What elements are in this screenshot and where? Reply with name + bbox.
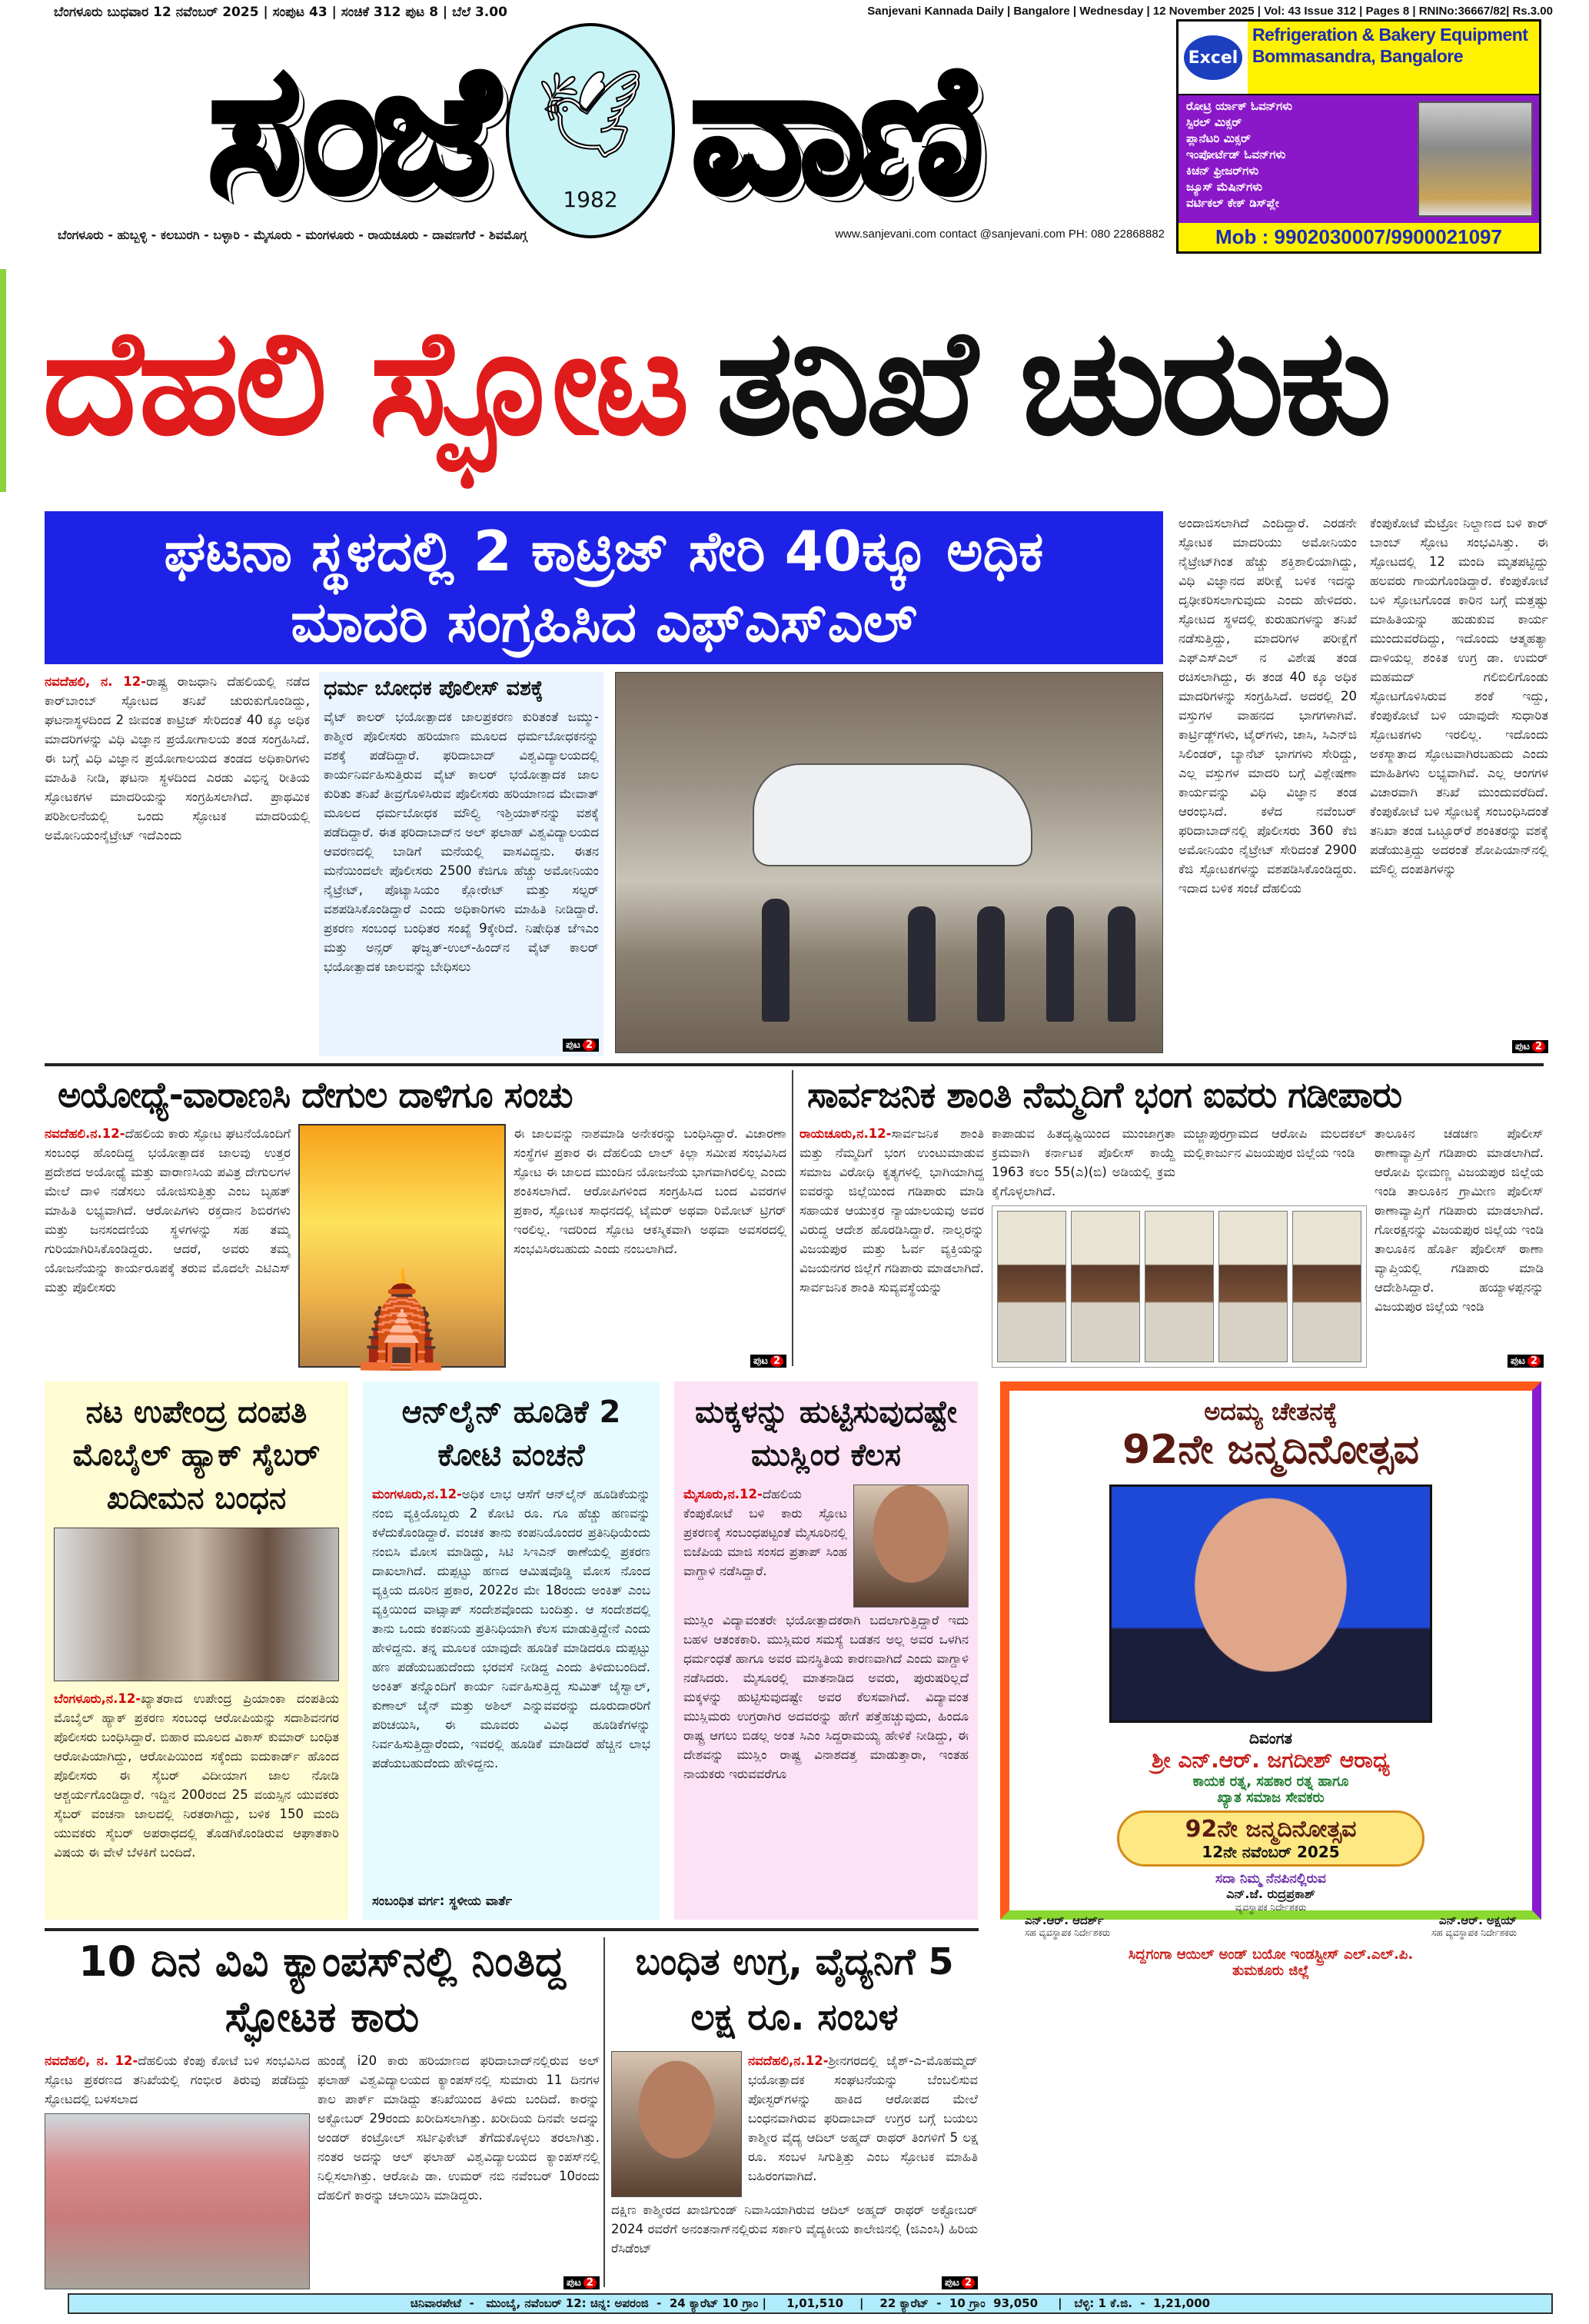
- upendra-photo: [54, 1528, 339, 1681]
- salary-story[interactable]: [611, 1934, 978, 2289]
- peace-body-1: ರಾಯಚೂರು,ನ.12-ಸಾರ್ವಜನಿಕ ಶಾಂತಿ ಮತ್ತು ನೆಮ್ಮದಿಗೆ ಭಂಗ ಉಂಟುಮಾಡುವ ಸಮಾಜ ವಿರೋಧಿ ಕೃತ್ಯಗಳಲ್ಲಿ ಭಾಗಿಯಾಗಿದ್ದ ಐವರನ್ನು ಜಿಲ್ಲೆಯಿಂದ ಗಡಿಪಾರು ಮಾಡಿ ಸಹಾಯಕ ಆಯುಕ್ತರ ನ್ಯಾಯಾಲಯವು ಅವರ ವಿರುದ್ಧ ಆದೇಶ ಹೊರಡಿಸಿದ್ದಾರೆ. ನಾಲ್ವರನ್ನು ವಿಜಯಪುರ ಮತ್ತು ಓರ್ವ ವ್ಯಕ್ತಿಯನ್ನು ವಿಜಯನಗರ ಜಿಲ್ಲೆಗೆ ಗಡಿಪಾರು ಮಾಡಲಾಗಿದೆ. ಸಾರ್ವಜನಿಕ ಶಾಂತಿ ಸುವ್ಯವಸ್ಥೆಯನ್ನು: [799, 1126, 984, 1295]
- peace-body-3: ಮಜ್ಜಾಪುರಗ್ರಾಮದ ಆರೋಪಿ ಮಲದಕಲ್ ಮಲ್ಲಿಕಾರ್ಜುನ ವಿಜಯಪುರ ಜಿಲ್ಲೆಯ ಇಂಡಿ: [1183, 1126, 1367, 1160]
- ayodhya-story[interactable]: [45, 1072, 786, 1373]
- peace-body-4: ತಾಲೂಕಿನ ಚಡಚಣ ಪೊಲೀಸ್ ಠಾಣಾವ್ಯಾಪ್ತಿಗೆ ಗಡಿಪಾರು ಮಾಡಲಾಗಿದೆ. ಆರೋಪಿ ಭೀಮಣ್ಣ ವಿಜಯಪುರ ಜಿಲ್ಲೆಯ ಇಂಡಿ ತಾಲೂಕಿನ ಗ್ರಾಮೀಣ ಪೊಲೀಸ್ ಠಾಣಾವ್ಯಾಪ್ತಿಗೆ ಗಡಿಪಾರು ಮಾಡಲಾಗಿದೆ. ಗೋರಕ್ಷನನ್ನು ವಿಜಯಪುರ ಜಿಲ್ಲೆಯ ಇಂಡಿ ತಾಲೂಕಿನ ಹೊರ್ತಿ ಪೊಲೀಸ್ ಠಾಣಾ ವ್ಯಾಪ್ತಿಯಲ್ಲಿ ಗಡಿಪಾರು ಮಾಡಿ ಆದೇಶಿಸಿದ್ದಾರೆ. ಹಯ್ಯಾಳಪ್ಪನನ್ನು ವಿಜಯಪುರ ಜಿಲ್ಲೆಯ ಇಂಡಿ: [1375, 1126, 1544, 1314]
- dove-icon: 🕊: [537, 65, 644, 163]
- sidebar-headline: ಧರ್ಮ ಬೋಧಕ ಪೊಲೀಸ್ ವಶಕ್ಕೆ: [324, 677, 544, 700]
- car-story[interactable]: [45, 1934, 600, 2289]
- peace-body-2: ಕಾಪಾಡುವ ಹಿತದೃಷ್ಟಿಯಿಂದ ಮುಂಜಾಗ್ರತಾ ಕ್ರಮವಾಗಿ ಕರ್ನಾಟಕ ಪೊಲೀಸ್ ಕಾಯ್ದೆ 1963 ಕಲಂ 55(ಎ)(ಬಿ) ಅಡಿಯಲ್ಲಿ ಕ್ರಮ ಕೈಗೊಳ್ಳಲಾಗಿದೆ.: [992, 1126, 1175, 1199]
- emblem-year: 1982: [563, 187, 618, 212]
- divider: [792, 1070, 793, 1366]
- lead-body-left: ನವದೆಹಲಿ, ನ. 12-ರಾಷ್ಟ್ರ ರಾಜಧಾನಿ ದೆಹಲಿಯಲ್ಲಿ ನಡೆದ ಕಾರ್‌ಬಾಂಬ್ ಸ್ಫೋಟದ ತನಿಖೆ ಚುರುಕುಗೊಂಡಿದ್ದು, ಘಟನಾಸ್ಥಳದಿಂದ 2 ಜೀವಂತ ಕಾಟ್ರಿಜ್ ಸೇರಿದಂತೆ 40 ಕ್ಕೂ ಅಧಿಕ ಮಾದರಿಗಳನ್ನು ವಿಧಿ ವಿಜ್ಞಾನ ಪ್ರಯೋಗಾಲಯ ತಂಡ ಸಂಗ್ರಹಿಸಿದೆ. ಈ ಬಗ್ಗೆ ವಿಧಿ ವಿಜ್ಞಾನ ಪ್ರಯೋಗಾಲಯದ ತಂಡದ ಅಧಿಕಾರಿಗಳು ಮಾಹಿತಿ ನೀಡಿ, ಘಟನಾ ಸ್ಥಳದಿಂದ ಎರಡು ವಿಭಿನ್ನ ರೀತಿಯ ಸ್ಫೋಟಕಗಳ ಮಾದರಿಯನ್ನು ಸಂಗ್ರಹಿಸಲಾಗಿದೆ. ಪ್ರಾಥಮಿಕ ಪರಿಶೀಲನೆಯಲ್ಲಿ ಒಂದು ಸ್ಫೋಟಕ ಮಾದರಿಯಲ್ಲಿ ಅಮೋನಿಯಂನೈಟ್ರೇಟ್ ಇದೆಎಂದು: [45, 674, 310, 843]
- lead-deck: ಘಟನಾ ಸ್ಥಳದಲ್ಲಿ 2 ಕಾಟ್ರಿಜ್ ಸೇರಿ 40ಕ್ಕೂ ಅಧಿಕ ಮಾದರಿ ಸಂಗ್ರಹಿಸಿದ ಎಫ್‌ಎಸ್‌ಎಲ್: [45, 511, 1163, 664]
- anniversary-badge: 92ನೇ ಜನ್ಮದಿನೋತ್ಸವ 12ನೇ ನವೆಂಬರ್ 2025: [1117, 1810, 1424, 1867]
- masthead-footer: [58, 228, 1165, 243]
- ad-product-list: ರೋಟ್ರಿ ರ್ಯಾಕ್ ಓವನ್‌ಗಳು ಸ್ಪಿರಲ್ ಮಿಕ್ಸರ್ ಪ್ಲಾನೆಟರಿ ಮಿಕ್ಸರ್ ಇಂಪೋರ್ಟೆಡ್ ಓವನ್‌ಗಳು ಕಿಚನ್ ಫ್ರೀಜರ್‌ಗಳು ಜ್ಯೂಸ್ ಮೆಷಿನ್‌ಗಳು ವರ್ಟಿಕಲ್ ಕೇಕ್ ಡಿಸ್‌ಪ್ಲೇ: [1186, 99, 1293, 210]
- online-fraud-headline: ಆನ್‌ಲೈನ್ ಹೂಡಿಕೆ 2 ಕೋಟಿ ವಂಚನೆ: [401, 1395, 621, 1473]
- lead-body-right-1: ಅಂದಾಜಿಸಲಾಗಿದೆ ಎಂದಿದ್ದಾರೆ. ಎರಡನೇ ಸ್ಫೋಟಕ ಮಾದರಿಯು ಅಮೋನಿಯಂ ನೈಟ್ರೇಟ್‌ಗಿಂತ ಹೆಚ್ಚು ಶಕ್ತಿಶಾಲಿಯಾಗಿದ್ದು, ವಿಧಿ ವಿಜ್ಞಾನದ ಪರೀಕ್ಷೆ ಬಳಿಕ ಇದನ್ನು ದೃಢೀಕರಿಸಲಾಗುವುದು ಎಂದು ಹೇಳಿದರು. ಸ್ಫೋಟದ ಸ್ಥಳದಲ್ಲಿ ಕುರುಹುಗಳನ್ನು ತನಿಖೆ ನಡೆಸುತ್ತಿದ್ದು, ಮಾದರಿಗಳ ಪರೀಕ್ಷೆಗೆ ಎಫ್‌ಎಸ್‌ಎಲ್ ನ ವಿಶೇಷ ತಂಡ ರಚಿಸಲಾಗಿದ್ದು, ಈ ತಂಡ 40 ಕ್ಕೂ ಅಧಿಕ ಮಾದರಿಗಳನ್ನು ಸಂಗ್ರಹಿಸಿದೆ. ಅದರಲ್ಲಿ 20 ವಸ್ತುಗಳ ವಾಹನದ ಭಾಗಗಳಾಗಿವೆ. ಕಾರ್ಟ್ರಿಡ್ಜ್‌ಗಳು, ಟೈರ್‌ಗಳು, ಚಾಸಿ, ಸಿಎನ್‌ಜಿ ಸಿಲಿಂಡರ್, ಬ್ಯಾನೆಟ್ ಭಾಗಗಳು ಸೇರಿದ್ದು, ಎಲ್ಲ ವಸ್ತುಗಳ ಮಾದರಿ ಬಗ್ಗೆ ವಿಶ್ಲೇಷಣಾ ಕಾರ್ಯವನ್ನು ವಿಧಿ ವಿಜ್ಞಾನ ತಂಡ ಆರಂಭಿಸಿದೆ. ಕಳೆದ ನವೆಂಬರ್ ಫರಿದಾಬಾದ್‌ನಲ್ಲಿ ಪೊಲೀಸರು 360 ಕೆಜಿ ಅಮೋನಿಯಂ ನೈಟ್ರೇಟ್ ಸೇರಿದಂತೆ 2900 ಕೆಜಿ ಸ್ಫೋಟಕಗಳನ್ನು ವಶಪಡಿಸಿಕೊಂಡಿದ್ದರು. ಇದಾದ ಬಳಿಕ ಸಂಜೆ ದೆಹಲಿಯ: [1178, 516, 1357, 896]
- ayodhya-headline[interactable]: ಅಯೋಧ್ಯೆ-ವಾರಾಣಸಿ ದೇಗುಲ ದಾಳಿಗೂ ಸಂಚು: [58, 1074, 573, 1115]
- edition-cities: ಬೆಂಗಳೂರು - ಹುಬ್ಬಳ್ಳಿ - ಕಲಬುರಗಿ - ಬಳ್ಳಾರಿ - ಮೈಸೂರು - ಮಂಗಳೂರು - ರಾಯಚೂರು - ದಾವಣಗೆರೆ - ಶಿವಮೊಗ್ಗ: [58, 228, 527, 242]
- ad-title: Refrigeration & Bakery Equipment Bommasandra, Bangalore: [1248, 22, 1539, 94]
- continued-marker[interactable]: ಪುಟ 2: [1375, 1351, 1544, 1368]
- sidebar-body: ವೈಟ್ ಕಾಲರ್ ಭಯೋತ್ಪಾದಕ ಜಾಲಪ್ರಕರಣ ಕುರಿತಂತೆ ಜಮ್ಮು-ಕಾಶ್ಮೀರ ಪೊಲೀಸರು ಹರಿಯಾಣ ಮೂಲದ ಧರ್ಮಬೋಧಕನನ್ನು ವಶಕ್ಕೆ ಪಡೆದಿದ್ದಾರೆ. ಫರಿದಾಬಾದ್ ವಿಶ್ವವಿದ್ಯಾಲಯದಲ್ಲಿ ಕಾರ್ಯನಿರ್ವಹಿಸುತ್ತಿರುವ ವೈಟ್ ಕಾಲರ್ ಭಯೋತ್ಪಾದಕ ಜಾಲ ಕುರಿತು ತನಿಖೆ ತೀವ್ರಗೊಳಿಸಿರುವ ಪೊಲೀಸರು ಹರಿಯಾಣದ ಮೇವಾತ್ ಮೂಲದ ಧರ್ಮಬೋಧಕ ಮೌಲ್ವಿ ಇಶ್ತಿಯಾಕ್‌ನನ್ನು ವಶಕ್ಕೆ ಪಡೆದಿದ್ದಾರೆ. ಈತ ಫರಿದಾಬಾದ್‌ನ ಅಲ್ ಫಲಾಹ್ ವಿಶ್ವವಿದ್ಯಾಲಯದ ಆವರಣದಲ್ಲಿ ಬಾಡಿಗೆ ಮನೆಯಲ್ಲಿ ವಾಸವಿದ್ದನು. ಈತನ ಮನೆಯಿಂದಲೇ ಪೊಲೀಸರು 2500 ಕೆಜಿಗೂ ಹೆಚ್ಚು ಅಮೋನಿಯಂ ನೈಟ್ರೇಟ್, ಪೊಟ್ಯಾಸಿಯಂ ಕ್ಲೋರೇಟ್ ಮತ್ತು ಸಲ್ಫರ್ ವಶಪಡಿಸಿಕೊಂಡಿದ್ದಾರೆ ಎಂದು ಅಧಿಕಾರಿಗಳು ಮಾಹಿತಿ ನೀಡಿದ್ದಾರೆ. ಪ್ರಕರಣ ಸಂಬಂಧ ಬಂಧಿತರ ಸಂಖ್ಯೆ 9ಕ್ಕೇರಿದೆ. ನಿಷೇಧಿತ ಜೆಇಎಂ ಮತ್ತು ಅನ್ಸರ್ ಘಜ್ವತ್-ಉಲ್-ಹಿಂದ್‌ನ ವೈಟ್ ಕಾಲರ್ ಭಯೋತ್ಪಾದಕ ಜಾಲವನ್ನು ಬೇಧಿಸಲು: [324, 710, 599, 974]
- peace-headline[interactable]: ಸಾರ್ವಜನಿಕ ಶಾಂತಿ ನೆಮ್ಮದಿಗೆ ಭಂಗ ಐವರು ಗಡೀಪಾರು: [807, 1074, 1402, 1115]
- masthead-logo: [69, 28, 1115, 233]
- salary-body-2: ದಕ್ಷಿಣ ಕಾಶ್ಮೀರದ ಖಾಜಿಗುಂಡ್ ನಿವಾಸಿಯಾಗಿರುವ ಆದಿಲ್ ಅಹ್ಮದ್ ರಾಥರ್ ಅಕ್ಟೋಬರ್ 2024 ರವರೆಗೆ ಅನಂತನಾಗ್‌ನಲ್ಲಿರುವ ಸರ್ಕಾರಿ ವೈದ್ಯಕೀಯ ಕಾಲೇಜಿನಲ್ಲಿ (ಜಿಎಂಸಿ) ಹಿರಿಯ ರೆಸಿಡೆಂಟ್: [611, 2203, 978, 2256]
- online-fraud-story[interactable]: [363, 1381, 660, 1920]
- divider: [603, 1937, 605, 2287]
- ayodhya-body-2: ಈ ಜಾಲವನ್ನು ನಾಶಮಾಡಿ ಅನೇಕರನ್ನು ಬಂಧಿಸಿದ್ದಾರೆ. ವಿಚಾರಣಾ ಸಂಸ್ಥೆಗಳ ಪ್ರಕಾರ ಈ ದೆಹಲಿಯ ಲಾಲ್ ಕಿಲ್ಲಾ ಸಮೀಪ ಸಂಭವಿಸಿದ ಸ್ಫೋಟ ಈ ಜಾಲದ ಮುಂದಿನ ಯೋಜನೆಯ ಭಾಗವಾಗಿರಲಿಲ್ಲ ಎಂದು ಶಂಕಿಸಲಾಗಿದೆ. ಆರೋಪಿಗಳಿಂದ ಸಂಗ್ರಹಿಸಿದ ಬಂದ ವಿವರಗಳ ಪ್ರಕಾರ, ಸ್ಫೋಟಕ ಸಾಧನದಲ್ಲಿ ಟೈಮರ್ ಅಥವಾ ರಿಮೋಟ್ ಟ್ರಿಗರ್ ಇರಲಿಲ್ಲ. ಇದರಿಂದ ಸ್ಫೋಟ ಆಕಸ್ಮಿಕವಾಗಿ ಅಥವಾ ಅವಸರದಲ್ಲಿ ಸಂಭವಿಸಿರಬಹುದು ಎಂದು ನಂಬಲಾಗಿದೆ.: [514, 1126, 786, 1256]
- pratap-simha-photo: [853, 1485, 969, 1608]
- car-headline: 10 ದಿನ ವಿವಿ ಕ್ಯಾಂಪಸ್‌ನಲ್ಲಿ ನಿಂತಿದ್ದ ಸ್ಫೋಟಕ ಕಾರು: [78, 1937, 566, 2041]
- kids-body-intro: ಮೈಸೂರು,ನ.12-ದೆಹಲಿಯ ಕೆಂಪುಕೋಟೆ ಬಳಿ ಕಾರು ಸ್ಫೋಟ ಪ್ರಕರಣಕ್ಕೆ ಸಂಬಂಧಪಟ್ಟಂತೆ ಮೈಸೂರಿನಲ್ಲಿ ಬಿಜೆಪಿಯ ಮಾಜಿ ಸಂಸದ ಪ್ರತಾಪ್ ಸಿಂಹ ವಾಗ್ದಾಳಿ ನಡೆಸಿದ್ದಾರೆ.: [683, 1487, 847, 1578]
- peace-story[interactable]: [799, 1072, 1544, 1368]
- bullion-rates-ticker: ಚಿನಿವಾರಪೇಟೆ - ಮುಂಬೈ, ನವೆಂಬರ್ 12: ಚಿನ್ನ: ಅಪರಂಜಿ - 24 ಕ್ಯಾರೆಟ್ 10 ಗ್ರಾಂ | 1,01,510 | 22 ಕ್ಯಾರೆಟ್ - 10 ಗ್ರಾಂ 93,050 | ಬೆಳ್ಳಿ: 1 ಕೆ.ಜಿ. - 1,21,000: [68, 2293, 1553, 2314]
- ayodhya-body-1: ನವದೆಹಲಿ.ನ.12-ದೆಹಲಿಯ ಕಾರು ಸ್ಫೋಟ ಘಟನೆಯೊಂದಿಗೆ ಸಂಬಂಧ ಹೊಂದಿದ್ದ ಭಯೋತ್ಪಾದಕ ಜಾಲವು ಉತ್ತರ ಪ್ರದೇಶದ ಅಯೋಧ್ಯೆ ಮತ್ತು ವಾರಾಣಸಿಯ ಪವಿತ್ರ ದೇಗುಲಗಳ ಮೇಲೆ ದಾಳಿ ನಡೆಸಲು ಯೋಜಿಸುತ್ತಿತ್ತು ಎಂಬ ಬೃಹತ್ ಮಾಹಿತಿ ಲಭ್ಯವಾಗಿದೆ. ಆರೋಪಿಗಳು ರಕ್ತದಾನ ಶಿಬಿರಗಳು ಮತ್ತು ಜನಸಂದಣಿಯ ಸ್ಥಳಗಳನ್ನು ಸಹ ತಮ್ಮ ಗುರಿಯಾಗಿರಿಸಿಕೊಂಡಿದ್ದರು. ಆದರೆ, ಅವರು ತಮ್ಮ ಯೋಜನೆಯನ್ನು ಕಾರ್ಯರೂಪಕ್ಕೆ ತರುವ ಮೊದಲೇ ಎಟಿಎಸ್ ಮತ್ತು ಪೊಲೀಸರು: [45, 1126, 291, 1295]
- kannada-dateline: ಬೆಂಗಳೂರು ಬುಧವಾರ 12 ನವೆಂಬರ್ 2025 | ಸಂಪುಟ 43 | ಸಂಚಿಕೆ 312 ಪುಟ 8 | ಬೆಲೆ 3.00: [54, 5, 507, 20]
- related-label: ಸಂಬಂಧಿತ ವರ್ಗ: ಸ್ಥಳೀಯ ವಾರ್ತೆ: [372, 1893, 513, 1908]
- ad-mobile: Mob : 9902030007/9900021097: [1178, 223, 1539, 251]
- divider: [45, 1063, 1544, 1066]
- english-dateline: Sanjevani Kannada Daily | Bangalore | Wednesday | 12 November 2025 | Vol: 43 Issue 312 | Pages 8 | RNINo:36667/82| Rs.3.00: [867, 5, 1553, 18]
- upendra-story[interactable]: [45, 1381, 348, 1920]
- excel-logo: Excel: [1178, 22, 1248, 94]
- campus-photo: [45, 2113, 310, 2289]
- masthead-name-left: ಸಂಜೆ: [208, 28, 491, 233]
- salary-headline: ಬಂಧಿತ ಉಗ್ರ, ವೈದ್ಯನಿಗೆ 5 ಲಕ್ಷ ರೂ. ಸಂಬಳ: [635, 1940, 954, 2039]
- continued-marker[interactable]: ಪುಟ 2: [324, 1035, 599, 1052]
- portrait-photo: [1109, 1485, 1432, 1723]
- lead-body-right-2-wrap: [1370, 514, 1548, 1053]
- temple-image: 🛕: [298, 1124, 506, 1368]
- car-body-2: ಹುಂಡೈ i20 ಕಾರು ಹರಿಯಾಣದ ಫರಿದಾಬಾದ್‌ನಲ್ಲಿರುವ ಅಲ್ ಫಲಾಹ್ ವಿಶ್ವವಿದ್ಯಾಲಯದ ಕ್ಯಾಂಪಸ್‌ನಲ್ಲಿ ಸುಮಾರು 11 ದಿನಗಳ ಕಾಲ ಪಾರ್ಕ್ ಮಾಡಿದ್ದು ತನಿಖೆಯಿಂದ ತಿಳಿದು ಬಂದಿದೆ. ಕಾರನ್ನು ಅಕ್ಟೋಬರ್ 29ರಂದು ಖರೀದಿಸಲಾಗಿತ್ತು. ಖರೀದಿಯ ದಿನವೇ ಅದನ್ನು ಅಂಡರ್ ಕಂಟ್ರೋಲ್ ಸರ್ಟಿಫಿಕೇಟ್ ತೆಗೆದುಕೊಳ್ಳಲು ತರಲಾಗಿತ್ತು. ನಂತರ ಅದನ್ನು ಆಲ್ ಫಲಾಹ್ ವಿಶ್ವವಿದ್ಯಾಲಯದ ಕ್ಯಾಂಪಸ್‌ನಲ್ಲಿ ನಿಲ್ಲಿಸಲಾಗಿತ್ತು. ಆರೋಪಿ ಡಾ. ಉಮರ್ ನಬಿ ನವೆಂಬರ್ 10ರಂದು ದೆಹಲಿಗೆ ಕಾರನ್ನು ಚಲಾಯಿಸಿ ಮಾಡಿದ್ದರು.: [317, 2053, 600, 2203]
- doctor-photo: [611, 2051, 742, 2197]
- continued-marker[interactable]: ಪುಟ 2: [514, 1351, 786, 1368]
- divider: [45, 1928, 979, 1931]
- display-cabinet-image: [1418, 101, 1533, 217]
- excel-advertisement[interactable]: [1176, 19, 1541, 254]
- lead-headline[interactable]: ದೆಹಲಿ ಸ್ಫೋಟ ತನಿಖೆ ಚುರುಕು: [42, 297, 1388, 467]
- blast-site-photo: [615, 672, 1163, 1053]
- contact-info: www.sanjevani.com contact @sanjevani.com PH: 080 22868882: [835, 228, 1165, 241]
- birthday-advertisement[interactable]: ಅದಮ್ಯ ಚೇತನಕ್ಕೆ 92ನೇ ಜನ್ಮದಿನೋತ್ಸವ ದಿವಂಗತ ಶ್ರೀ ಎನ್.ಆರ್. ಜಗದೀಶ್ ಆರಾಧ್ಯ ಕಾಯಕ ರತ್ನ, ಸಹಕಾರ ರತ್ನ ಹಾಗೂ ಖ್ಯಾತ ಸಮಾಜ ಸೇವಕರು 92ನೇ ಜನ್ಮದಿನೋತ್ಸವ 12ನೇ ನವೆಂಬರ್ 2025 ಸದಾ ನಿಮ್ಮ ನೆನಪಿನಲ್ಲಿರುವ ಎನ್.ಜೆ. ರುದ್ರಪ್ರಕಾಶ್ ವ್ಯವಸ್ಥಾಪಕ ನಿರ್ದೇಶಕರು ಎನ್.ಆರ್. ಆದರ್ಶ್ ಎನ್.ಆರ್. ಅಕ್ಷಯ್ ಸಹ ವ್ಯವಸ್ಥಾಪಕ ನಿರ್ದೇಶಕರು ಸಹ ವ್ಯವಸ್ಥಾಪಕ ನಿರ್ದೇಶಕರು ಸಿದ್ದಗಂಗಾ ಆಯಿಲ್ ಅಂಡ್ ಬಯೋ ಇಂಡಸ್ಟ್ರೀಸ್ ಎಲ್.ಎಲ್.ಪಿ. ತುಮಕೂರು ಜಿಲ್ಲೆ: [1000, 1381, 1541, 1920]
- top-bar: [54, 5, 1553, 20]
- kids-body: ಮುಸ್ಲಿಂ ವಿದ್ಯಾವಂತರೇ ಭಯೋತ್ಪಾದಕರಾಗಿ ಬದಲಾಗುತ್ತಿದ್ದಾರೆ ಇದು ಬಹಳ ಆತಂಕಕಾರಿ. ಮುಸ್ಲಿಮರ ಸಮಸ್ಯೆ ಬಡತನ ಅಲ್ಲ ಅವರ ಒಳಗಿನ ಧರ್ಮಂಧತೆ ಹಾಗೂ ಅವರ ಮನಸ್ಥಿತಿಯ ಕಾರಣವಾಗಿದೆ ಎಂದು ವಾಗ್ದಾಳಿ ನಡೆಸಿದರು. ಮೈಸೂರಲ್ಲಿ ಮಾತನಾಡಿದ ಅವರು, ಪುರುಷರಿಲ್ಲದೆ ಮಕ್ಕಳನ್ನು ಹುಟ್ಟಿಸುವುದಷ್ಟೇ ಅವರ ಕೆಲಸವಾಗಿದೆ. ವಿದ್ಯಾವಂತ ಮುಸ್ಲಿಮರು ಉಗ್ರರಾಗಿರ ಅದವರನ್ನು ಹೇಗೆ ಪತ್ತೆಹಚ್ಚುವುದು, ಹಿಂದೂ ರಾಷ್ಟ್ರ ಆಗಲು ಬಿಡಲ್ಲ ಅಂತ ಸಿಎಂ ಸಿದ್ದರಾಮಯ್ಯ ಹೇಳಿಕೆ ನೀಡಿದ್ದು, ಈ ದೇಶವನ್ನು ಮುಸ್ಲಿಂ ರಾಷ್ಟ್ರ ವಿನಾಶದತ್ತ ಮಾಡುತ್ತಾರಾ, ಇಂತಹ ನಾಯಕರು ಇರುವವರೆಗೂ: [683, 1613, 969, 1781]
- upendra-headline: ನಟ ಉಪೇಂದ್ರ ದಂಪತಿ ಮೊಬೈಲ್ ಹ್ಯಾಕ್ ಸೈಬರ್ ಖದೀಮನ ಬಂಧನ: [72, 1395, 321, 1516]
- dove-emblem: [506, 23, 675, 238]
- online-fraud-body: ಮಂಗಳೂರು,ನ.12-ಅಧಿಕ ಲಾಭ ಆಸೆಗೆ ಆನ್‌ಲೈನ್ ಹೂಡಿಕೆಯನ್ನು ನಂಬಿ ವ್ಯಕ್ತಿಯೊಬ್ಬರು 2 ಕೋಟಿ ರೂ. ಗೂ ಹೆಚ್ಚು ಹಣವನ್ನು ಕಳೆದುಕೊಂಡಿದ್ದಾರೆ. ವಂಚಕ ತಾನು ಕಂಪನಿಯೊಂದರ ಪ್ರತಿನಿಧಿಯೆಂದು ನಂಬಿಸಿ ಮೋಸ ಮಾಡಿದ್ದು, ಸಿಟಿ ಸಿಇಎನ್ ಠಾಣೆಯಲ್ಲಿ ಪ್ರಕರಣ ದಾಖಲಾಗಿದೆ. ದುಪ್ಪಟ್ಟು ಹಣದ ಆಮಿಷವೊಡ್ಡಿ ಮೋಸ ನೊಂದ ವ್ಯಕ್ತಿಯ ದೂರಿನ ಪ್ರಕಾರ, 2022ರ ಮೇ 18ರಂದು ಅಂಕಿತ್ ಎಂಬ ವ್ಯಕ್ತಿಯಿಂದ ವಾಟ್ಸಾಪ್ ಸಂದೇಶವೊಂದು ಬಂದಿತ್ತು. ಆ ಸಂದೇಶದಲ್ಲಿ ತಾನು ಒಂದು ಕಂಪನಿಯ ಪ್ರತಿನಿಧಿಯಾಗಿ ಕೆಲಸ ಮಾಡುತ್ತಿದ್ದೇನೆ ಎಂದು ಹೇಳಿದ್ದನು. ತನ್ನ ಮೂಲಕ ಯಾವುದೇ ಹೂಡಿಕೆ ಮಾಡಿದರೂ ದುಪ್ಪಟ್ಟು ಹಣ ಪಡೆಯಬಹುದೆಂದು ಭರವಸೆ ನೀಡಿದ್ದ ಎಂದು ತಿಳಿದುಬಂದಿದೆ. ಅಂಕಿತ್ ತನ್ನೊಂದಿಗೆ ಕಾರ್ಯ ನಿರ್ವಹಿಸುತ್ತಿದ್ದ ಸುಮಿತ್ ಜೈಸ್ವಾಲ್, ಕುಣಾಲ್ ಜೈನ್ ಮತ್ತು ಅಶಿಲ್ ಎನ್ನುವವರನ್ನು ದೂರುದಾರರಿಗೆ ಪರಿಚಯಿಸಿ, ಈ ಮೂವರು ವಿವಿಧ ಹೂಡಿಕೆಗಳನ್ನು ನಿರ್ವಹಿಸುತ್ತಿದ್ದಾರೆಂದು, ಇವರಲ್ಲಿ ಹೂಡಿಕೆ ಮಾಡಿದರೆ ಹೆಚ್ಚಿನ ಲಾಭ ಪಡೆಯಬಹುದೆಂದು ಹೇಳಿದ್ದನು.: [372, 1487, 650, 1770]
- kids-story[interactable]: [674, 1381, 978, 1920]
- sidebar-story[interactable]: [319, 672, 603, 1056]
- kids-headline: ಮಕ್ಕಳನ್ನು ಹುಟ್ಟಿಸುವುದಷ್ಟೇ ಮುಸ್ಲಿಂರ ಕೆಲಸ: [695, 1395, 957, 1473]
- car-body-1: ನವದೆಹಲಿ, ನ. 12-ದೆಹಲಿಯ ಕೆಂಪು ಕೋಟೆ ಬಳಿ ಸಂಭವಿಸಿದ ಸ್ಫೋಟ ಪ್ರಕರಣದ ತನಿಖೆಯಲ್ಲಿ ಗಂಭೀರ ತಿರುವು ಪಡೆದಿದ್ದು ಸ್ಫೋಟದಲ್ಲಿ ಬಳಸಲಾದ: [45, 2053, 310, 2106]
- masthead-name-right: ವಾಣಿ: [690, 28, 976, 233]
- upendra-body: ಬೆಂಗಳೂರು,ನ.12-ಖ್ಯಾತರಾದ ಉಪೇಂದ್ರ ಪ್ರಿಯಾಂಕಾ ದಂಪತಿಯ ಮೊಬೈಲ್ ಹ್ಯಾಕ್ ಪ್ರಕರಣ ಸಂಬಂಧ ಆರೋಪಿಯನ್ನು ಸದಾಶಿವನಗರ ಪೊಲೀಸರು ಬಂಧಿಸಿದ್ದಾರೆ. ಬಿಹಾರ ಮೂಲದ ವಿಕಾಸ್ ಕುಮಾರ್ ಬಂಧಿತ ಆರೋಪಿಯಾಗಿದ್ದು, ಆರೋಪಿಯಿಂದ ಸಕ್ಕೆಂದು ಐದುಕಾರ್ಡ್ ಹೊಂದ ಪೊಲೀಸರು ಈ ಸೈಬರ್ ವಿದೀಯಾಗ ಜಾಲ ನೋಡಿ ಆಶ್ಚರ್ಯಗೊಂಡಿದ್ದಾರೆ. ಇದ್ದಿನ 200ರಂದ 25 ವಯಸ್ಸಿನ ಯುವಕರು ಸೈಬರ್ ವಂಚನಾ ಜಾಲದಲ್ಲಿ ನಿರತರಾಗಿದ್ದು, ಬಳಿಕ 150 ಮಂದಿ ಯುವಕರು ಸೈಬರ್ ಅಪರಾಧದಲ್ಲಿ ತೊಡಗಿಕೊಂಡಿರುವ ಆಘಾತಕಾರಿ ವಿಷಯ ಈ ವೇಳೆ ಬೆಳಕಿಗೆ ಬಂದಿದೆ.: [54, 1691, 339, 1860]
- continued-marker[interactable]: ಪುಟ 2: [1370, 1036, 1548, 1053]
- lead-body-right-2: ಕೆಂಪುಕೋಟೆ ಮೆಟ್ರೋ ನಿಲ್ದಾಣದ ಬಳಿ ಕಾರ್ ಬಾಂಬ್ ಸ್ಫೋಟ ಸಂಭವಿಸಿತ್ತು. ಈ ಸ್ಫೋಟದಲ್ಲಿ 12 ಮಂದಿ ಮೃತಪಟ್ಟಿದ್ದು ಹಲವರು ಗಾಯಗೊಂಡಿದ್ದಾರೆ. ಕೆಂಪುಕೋಟೆ ಬಳಿ ಸ್ಫೋಟಗೊಂಡ ಕಾರಿನ ಬಗ್ಗೆ ಮತ್ತಷ್ಟು ಮಾಹಿತಿಯನ್ನು ಹುಡುಕುವ ಕಾರ್ಯ ಮುಂದುವರೆದಿದ್ದು, ಇದೊಂದು ಆತ್ಮಹತ್ಯಾ ದಾಳಿಯಲ್ಲ ಶಂಕಿತ ಉಗ್ರ ಡಾ. ಉಮರ್ ಮಹಮದ್ ಗಲಿಬಿಲಿಗೊಂಡು ಸ್ಫೋಟಗೊಳಿಸಿರುವ ಶಂಕೆ ಇದ್ದು, ಕೆಂಪುಕೋಟೆ ಬಳಿ ಯಾವುದೇ ಸುಧಾರಿತ ಸ್ಫೋಟಕಗಳು ಇರಲಿಲ್ಲ. ಇದೊಂದು ಅಕಸ್ಮಾತಾದ ಸ್ಫೋಟವಾಗಿರಬಹುದು ಎಂದು ಮಾಹಿತಿಗಳು ಲಭ್ಯವಾಗಿವೆ. ಎಲ್ಲ ಆಂಗಗಳ ವಿಚಾರವಾಗಿ ತನಿಖೆ ಮುಂದುವರೆದಿದೆ. ಕೆಂಪುಕೋಟೆ ಬಳಿ ಸ್ಫೋಟಕ್ಕೆ ಸಂಬಂಧಿಸಿದಂತೆ ತನಿಖಾ ತಂಡ ಒಟ್ಟೂರ್‌ರೆ ಶಂಕಿತರನ್ನು ವಶಕ್ಕೆ ಪಡೆಯುತ್ತಿದ್ದು ಅದರಂತೆ ಶೋಪಿಯಾನ್‌ನಲ್ಲಿ ಮೌಲ್ವಿ ದಂಪತಿಗಳನ್ನು: [1370, 516, 1548, 876]
- accent-bar: [0, 269, 6, 492]
- accused-photos: [992, 1205, 1367, 1368]
- continued-marker[interactable]: ಪುಟ 2: [317, 2272, 600, 2289]
- salary-body-1: ನವದೆಹಲಿ,ನ.12-ಶ್ರೀನಗರದಲ್ಲಿ ಜೈಶ್-ಎ-ಮೊಹಮ್ಮದ್ ಭಯೋತ್ಪಾದಕ ಸಂಘಟನೆಯನ್ನು ಬೆಂಬಲಿಸುವ ಪೋಸ್ಟರ್‌ಗಳನ್ನು ಹಾಕಿದ ಆರೋಪದ ಮೇಲೆ ಬಂಧನವಾಗಿರುವ ಫರಿದಾಬಾದ್ ಉಗ್ರರ ಬಗ್ಗೆ ಬಯಲು ಕಾಶ್ಮೀರ ವೈದ್ಯ ಆದಿಲ್ ಅಹ್ಮದ್ ರಾಥರ್ ತಿಂಗಳಿಗೆ 5 ಲಕ್ಷ ರೂ. ಸಂಬಳ ಸಿಗುತ್ತಿತ್ತು ಎಂಬ ಸ್ಫೋಟಕ ಮಾಹಿತಿ ಬಹಿರಂಗವಾಗಿದೆ.: [748, 2053, 978, 2183]
- continued-marker[interactable]: ಪುಟ 2: [611, 2272, 978, 2289]
